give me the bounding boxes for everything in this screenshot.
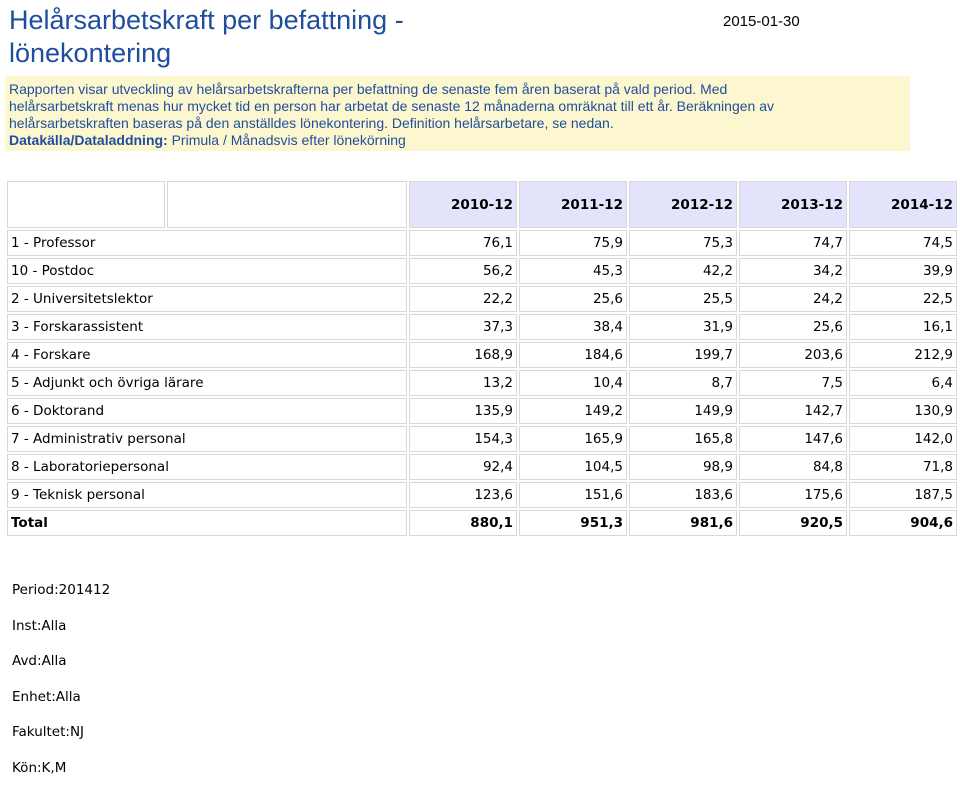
- parameter-item: [12, 653, 110, 689]
- row-label: 4 - Forskare: [7, 342, 407, 368]
- report-date: 2015-01-30: [723, 13, 800, 30]
- parameter-item: [12, 724, 110, 760]
- table-row: [7, 230, 957, 256]
- value-cell: 123,6: [409, 482, 517, 508]
- parameter-label: Enhet:: [12, 689, 56, 705]
- value-cell: 168,9: [409, 342, 517, 368]
- table-row: [7, 454, 957, 480]
- description-line: helårsarbetskraft menas hur mycket tid en person har arbetat de senaste 12 månaderna omräknat till ett år. Beräkningen av: [9, 98, 910, 115]
- value-cell: 199,7: [629, 342, 737, 368]
- table-row: [7, 482, 957, 508]
- row-label: 3 - Forskarassistent: [7, 314, 407, 340]
- report-title: Helårsarbetskraft per befattning - lönekontering: [9, 4, 549, 70]
- table-total-row: [7, 510, 957, 536]
- value-cell: 920,5: [739, 510, 847, 536]
- parameter-value: K,M: [42, 760, 67, 776]
- report-table: [5, 179, 959, 538]
- value-cell: 76,1: [409, 230, 517, 256]
- table-header-row: [7, 181, 957, 228]
- value-cell: 154,3: [409, 426, 517, 452]
- value-cell: 10,4: [519, 370, 627, 396]
- parameter-label: Inst:: [12, 618, 41, 634]
- value-cell: 151,6: [519, 482, 627, 508]
- value-cell: 951,3: [519, 510, 627, 536]
- value-cell: 16,1: [849, 314, 957, 340]
- value-cell: 175,6: [739, 482, 847, 508]
- row-label: 10 - Postdoc: [7, 258, 407, 284]
- row-label: 1 - Professor: [7, 230, 407, 256]
- table-row: [7, 314, 957, 340]
- parameter-value: Alla: [56, 689, 81, 705]
- value-cell: 42,2: [629, 258, 737, 284]
- value-cell: 142,7: [739, 398, 847, 424]
- report-parameters: [12, 582, 110, 795]
- column-header: 2011-12: [519, 181, 627, 228]
- description-line: helårsarbetskraften baseras på den anställdes lönekontering. Definition helårsarbetare, se nedan.: [9, 115, 910, 132]
- value-cell: 135,9: [409, 398, 517, 424]
- data-source-text: Primula / Månadsvis efter lönekörning: [172, 132, 406, 148]
- parameter-value: Alla: [42, 653, 67, 669]
- value-cell: 142,0: [849, 426, 957, 452]
- table-row: [7, 398, 957, 424]
- parameter-label: Period:: [12, 582, 59, 598]
- value-cell: 38,4: [519, 314, 627, 340]
- value-cell: 904,6: [849, 510, 957, 536]
- value-cell: 25,6: [739, 314, 847, 340]
- value-cell: 880,1: [409, 510, 517, 536]
- value-cell: 22,5: [849, 286, 957, 312]
- value-cell: 74,5: [849, 230, 957, 256]
- value-cell: 24,2: [739, 286, 847, 312]
- parameter-item: [12, 582, 110, 618]
- column-header: 2013-12: [739, 181, 847, 228]
- row-label: 9 - Teknisk personal: [7, 482, 407, 508]
- parameter-item: [12, 689, 110, 725]
- value-cell: 45,3: [519, 258, 627, 284]
- row-label: 8 - Laboratoriepersonal: [7, 454, 407, 480]
- value-cell: 92,4: [409, 454, 517, 480]
- parameter-label: Fakultet:: [12, 724, 70, 740]
- value-cell: 25,5: [629, 286, 737, 312]
- value-cell: 34,2: [739, 258, 847, 284]
- value-cell: 98,9: [629, 454, 737, 480]
- value-cell: 184,6: [519, 342, 627, 368]
- value-cell: 203,6: [739, 342, 847, 368]
- value-cell: 130,9: [849, 398, 957, 424]
- table-row: [7, 370, 957, 396]
- row-label: 6 - Doktorand: [7, 398, 407, 424]
- column-header: 2010-12: [409, 181, 517, 228]
- value-cell: 149,9: [629, 398, 737, 424]
- table-row: [7, 342, 957, 368]
- row-label: 5 - Adjunkt och övriga lärare: [7, 370, 407, 396]
- value-cell: 84,8: [739, 454, 847, 480]
- parameter-item: [12, 618, 110, 654]
- header-blank-cell: [7, 181, 165, 228]
- value-cell: 149,2: [519, 398, 627, 424]
- value-cell: 6,4: [849, 370, 957, 396]
- value-cell: 183,6: [629, 482, 737, 508]
- value-cell: 8,7: [629, 370, 737, 396]
- parameter-item: [12, 760, 110, 795]
- parameter-label: Avd:: [12, 653, 42, 669]
- description-line: Rapporten visar utveckling av helårsarbetskrafterna per befattning de senaste fem åren baserat på vald period. Med: [9, 81, 910, 98]
- value-cell: 74,7: [739, 230, 847, 256]
- value-cell: 13,2: [409, 370, 517, 396]
- row-label: Total: [7, 510, 407, 536]
- value-cell: 165,9: [519, 426, 627, 452]
- table-row: [7, 426, 957, 452]
- value-cell: 31,9: [629, 314, 737, 340]
- row-label: 2 - Universitetslektor: [7, 286, 407, 312]
- report-description: [5, 76, 910, 151]
- table-row: [7, 286, 957, 312]
- value-cell: 37,3: [409, 314, 517, 340]
- value-cell: 75,9: [519, 230, 627, 256]
- header-blank-cell: [167, 181, 407, 228]
- value-cell: 22,2: [409, 286, 517, 312]
- value-cell: 56,2: [409, 258, 517, 284]
- parameter-value: NJ: [70, 724, 84, 740]
- value-cell: 147,6: [739, 426, 847, 452]
- value-cell: 187,5: [849, 482, 957, 508]
- value-cell: 212,9: [849, 342, 957, 368]
- value-cell: 981,6: [629, 510, 737, 536]
- value-cell: 39,9: [849, 258, 957, 284]
- value-cell: 75,3: [629, 230, 737, 256]
- column-header: 2014-12: [849, 181, 957, 228]
- data-source: [9, 132, 910, 149]
- table-row: [7, 258, 957, 284]
- parameter-label: Kön:: [12, 760, 42, 776]
- data-source-label: Datakälla/Dataladdning:: [9, 132, 168, 148]
- row-label: 7 - Administrativ personal: [7, 426, 407, 452]
- value-cell: 71,8: [849, 454, 957, 480]
- value-cell: 25,6: [519, 286, 627, 312]
- column-header: 2012-12: [629, 181, 737, 228]
- parameter-value: 201412: [59, 582, 111, 598]
- value-cell: 104,5: [519, 454, 627, 480]
- value-cell: 165,8: [629, 426, 737, 452]
- parameter-value: Alla: [41, 618, 66, 634]
- value-cell: 7,5: [739, 370, 847, 396]
